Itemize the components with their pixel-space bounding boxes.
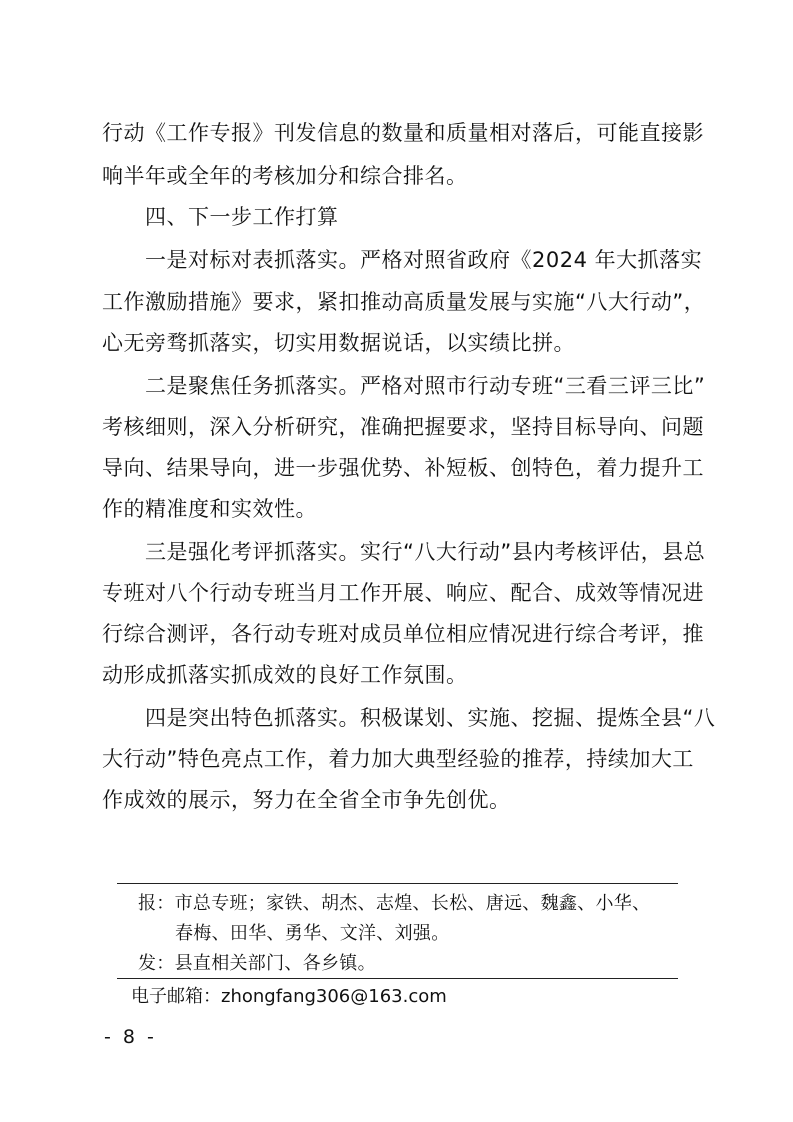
- body-line: 行动《工作专报》刊发信息的数量和质量相对落后，可能直接影: [102, 121, 704, 145]
- body-line: 响半年或全年的考核加分和综合排名。: [102, 164, 468, 188]
- report-line-2: 春梅、田华、勇华、文洋、刘强。: [175, 923, 450, 944]
- body-line: 动形成抓落实抓成效的良好工作氛围。: [102, 663, 468, 687]
- email-line: 电子邮箱：zhongfang306@163.com: [131, 986, 447, 1007]
- body-line: 三是强化考评抓落实。实行“八大行动”县内考核评估，县总: [145, 540, 706, 564]
- body-line: 二是聚焦任务抓落实。严格对照市行动专班“三看三评三比”: [145, 374, 706, 398]
- page-number: - 8 -: [104, 1026, 157, 1048]
- body-line: 作成效的展示，努力在全省全市争先创优。: [102, 788, 511, 812]
- send-line: 发：县直相关部门、各乡镇。: [138, 953, 376, 974]
- body-line: 心无旁骛抓落实，切实用数据说话，以实绩比拼。: [102, 331, 575, 355]
- body-line: 作的精准度和实效性。: [102, 497, 317, 521]
- body-line: 行综合测评，各行动专班对成员单位相应情况进行综合考评，推: [102, 622, 704, 646]
- report-line-1: 报：市总专班；家铁、胡杰、志煌、长松、唐远、魏鑫、小华、: [138, 893, 651, 914]
- body-line: 四是突出特色抓落实。积极谋划、实施、挖掘、提炼全县“八: [145, 706, 716, 730]
- section-heading: 四、下一步工作打算: [145, 205, 339, 229]
- body-line: 考核细则，深入分析研究，准确把握要求，坚持目标导向、问题: [102, 415, 704, 439]
- body-line: 导向、结果导向，进一步强优势、补短板、创特色，着力提升工: [102, 456, 704, 480]
- body-line: 工作激励措施》要求，紧扣推动高质量发展与实施“八大行动”，: [102, 290, 706, 314]
- body-line: 专班对八个行动专班当月工作开展、响应、配合、成效等情况进: [102, 581, 704, 605]
- divider-top: [117, 883, 678, 884]
- body-line: 大行动”特色亮点工作，着力加大典型经验的推荐，持续加大工: [102, 747, 694, 771]
- body-line: 一是对标对表抓落实。严格对照省政府《2024 年大抓落实: [145, 248, 703, 272]
- divider-bottom: [117, 978, 678, 979]
